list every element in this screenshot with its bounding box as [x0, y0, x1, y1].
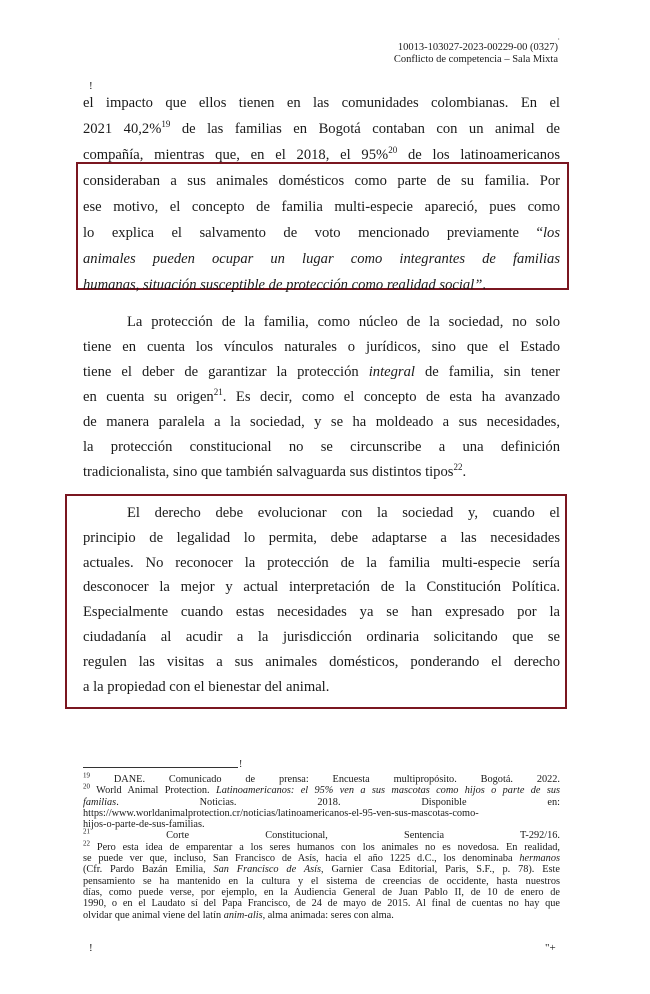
- text-line: [83, 839, 560, 853]
- text-line: [83, 310, 560, 335]
- text-line: [83, 194, 560, 220]
- text-segment: La protección de la familia, como núcleo de la sociedad, no solo: [127, 314, 560, 330]
- italic-text: animales pueden ocupar un lugar como integrantes de familias: [83, 251, 560, 267]
- italic-text: humanas, situación susceptible de protección como realidad social”: [83, 277, 483, 293]
- text-line: [83, 142, 560, 168]
- text-line: [83, 551, 560, 576]
- text-segment: consideraban a sus animales domésticos como parte de su familia. Por: [83, 173, 560, 189]
- text-segment: , Garnier Casa Editorial, Paris, S.F., p. 78). Este: [321, 864, 560, 876]
- text-segment: a la propiedad con el bienestar del animal.: [83, 678, 330, 695]
- footnote-reference: 21: [83, 828, 90, 837]
- footnote-divider: [83, 767, 238, 768]
- text-segment: actuales. No reconocer la protección de la familia multi-especie sería: [83, 554, 560, 571]
- text-line: [83, 782, 560, 797]
- text-segment: de manera paralela a la sociedad, y se ha moldeado a sus necesidades,: [83, 414, 560, 430]
- text-segment: se puede ver que, incluso, San Francisco de Asís, hacia el año 1225 d.C., los denominaba: [83, 853, 520, 865]
- text-segment: . Es decir, como el concepto de esta ha avanzado: [222, 389, 560, 405]
- paragraph-2: [83, 310, 560, 485]
- text-segment: olvidar que animal viene del latín: [83, 909, 224, 921]
- text-line: [83, 887, 560, 898]
- text-segment: regulen las visitas a sus animales domésticos, ponderando el derecho: [83, 653, 560, 670]
- text-segment: . Noticias. 2018. Disponible en:: [116, 796, 560, 808]
- text-segment: la protección constitucional no se circunscribe a una definición: [83, 439, 560, 455]
- footnote-reference: 20: [83, 782, 90, 791]
- text-segment: ciudadanía al acudir a la jurisdicción ordinaria solicitando que se: [83, 628, 560, 645]
- text-line: [83, 116, 560, 142]
- text-segment: ese motivo, el concepto de familia multi-especie apareció, pues como: [83, 199, 560, 215]
- text-segment: (Cfr. Pardo Bazán Emilia,: [83, 864, 214, 876]
- text-segment: Corte Constitucional, Sentencia T-292/16.: [90, 830, 560, 842]
- text-segment: de los latinoamericanos: [397, 147, 560, 163]
- text-line: [83, 819, 560, 830]
- text-segment: .: [462, 464, 467, 480]
- text-line: [83, 220, 560, 246]
- text-segment: 2021 40,2%: [83, 121, 162, 137]
- text-line: [83, 910, 560, 921]
- italic-text: Latinoamericanos: el 95% ven a sus mascotas como hijos o parte de sus: [215, 785, 560, 797]
- text-line: [83, 650, 560, 675]
- text-line: [83, 272, 560, 298]
- text-segment: Pero esta idea de emparentar a los seres humanos con los animales no es novedosa. En realidad,: [90, 841, 560, 853]
- text-segment: de familia, sin tener: [414, 364, 560, 380]
- text-segment: Especialmente cuando estas necesidades ya se han expresado por la: [83, 604, 560, 621]
- text-segment: lo explica el salvamento de voto mencionado previamente “: [83, 225, 543, 241]
- text-line: [83, 675, 560, 700]
- page-number: "+: [545, 942, 556, 954]
- text-segment: tiene el deber de garantizar la protección: [83, 364, 369, 380]
- text-segment: días, como puede verse, por ejemplo, en la Audiencia General de Juan Pablo II, de 10 de enero de: [83, 886, 560, 898]
- header-corner-mark: ·: [557, 35, 560, 44]
- paragraph-1: [83, 90, 560, 298]
- text-segment: de las familias en Bogotá contaban con un animal de: [170, 121, 560, 137]
- text-line: [83, 853, 560, 864]
- page-header: [370, 35, 560, 66]
- text-line: [83, 830, 560, 841]
- footnote-reference: 19: [161, 119, 171, 130]
- text-line: [83, 435, 560, 460]
- footnote-reference: 21: [213, 387, 223, 398]
- text-line: [83, 898, 560, 909]
- case-subtitle: Conflicto de competencia – Sala Mixta: [393, 54, 558, 65]
- text-segment: El derecho debe evolucionar con la sociedad y, cuando el: [127, 505, 560, 521]
- text-line: [83, 410, 560, 435]
- footer-left-mark: !: [89, 942, 93, 954]
- text-segment: DANE. Comunicado de prensa: Encuesta multipropósito. Bogotá. 2022.: [90, 774, 560, 785]
- footnote-reference: 22: [83, 839, 90, 848]
- italic-text: integral: [368, 364, 415, 380]
- footnotes: [83, 771, 560, 921]
- text-line: [83, 168, 560, 194]
- top-mark: !: [89, 80, 93, 92]
- text-segment: principio de legalidad lo permita, debe adaptarse a las necesidades: [83, 529, 560, 546]
- footnote-rule-mark: !: [239, 759, 243, 770]
- italic-text: hermanos: [519, 853, 560, 865]
- text-line: [83, 876, 560, 887]
- paragraph-3: [83, 501, 560, 699]
- text-segment: compañía, mientras que, en el 2018, el 95%: [83, 147, 389, 163]
- italic-text: San Francisco de Asís: [213, 864, 322, 876]
- text-line: [83, 797, 560, 808]
- text-segment: https://www.worldanimalprotection.cr/noticias/latinoamericanos-el-95-ven-sus-mascotas-como-: [83, 807, 479, 819]
- text-segment: pensamiento se ha mantenido en la cultura y el sistema de creencias de occidente, hasta nuestros: [83, 875, 560, 887]
- text-segment: hijos-o-parte-de-sus-familias.: [83, 819, 205, 831]
- text-line: [83, 90, 560, 116]
- text-segment: desconocer la mejor y actual interpretación de la Constitución Política.: [83, 579, 560, 596]
- text-line: [83, 501, 560, 526]
- text-line: [83, 864, 560, 875]
- italic-text: anim-alis: [223, 909, 263, 921]
- text-line: [83, 771, 560, 785]
- text-segment: en cuenta su origen: [83, 389, 214, 405]
- text-line: [83, 335, 560, 360]
- text-line: [83, 808, 560, 819]
- text-segment: tiene en cuenta los vínculos naturales o jurídicos, sino que el Estado: [83, 339, 560, 355]
- text-line: [83, 600, 560, 625]
- footnote-reference: 22: [453, 462, 463, 473]
- text-segment: .: [482, 277, 487, 293]
- text-segment: 1990, o en el Laudato sí del Papa Francisco, de 24 de mayo de 2015. Al final de cuentas no hay que: [83, 898, 560, 910]
- text-line: [83, 460, 560, 485]
- case-number: 10013-103027-2023-00229-00 (0327): [397, 42, 558, 53]
- footnote-reference: 19: [83, 771, 90, 780]
- text-line: [83, 526, 560, 551]
- footnote-reference: 20: [388, 145, 398, 156]
- italic-text: los: [542, 225, 560, 241]
- italic-text: familias: [83, 796, 117, 808]
- text-segment: tradicionalista, sino que también salvaguarda sus distintos tipos: [83, 464, 454, 480]
- text-line: [83, 360, 560, 385]
- text-line: [83, 246, 560, 272]
- text-segment: el impacto que ellos tienen en las comunidades colombianas. En el: [83, 95, 560, 111]
- text-segment: World Animal Protection.: [90, 785, 216, 797]
- text-segment: , alma animada: seres con alma.: [262, 909, 394, 921]
- text-line: [83, 385, 560, 410]
- text-line: [83, 625, 560, 650]
- text-line: [83, 575, 560, 600]
